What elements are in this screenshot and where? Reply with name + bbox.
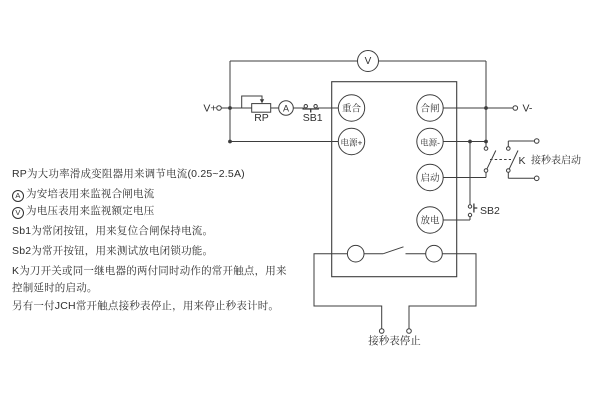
sb2-label: SB2: [480, 205, 500, 217]
port-start-label: 启动: [420, 172, 440, 184]
port-close-label: 合闸: [420, 103, 440, 115]
note-rp-text: RP为大功率滑成变阻器用来调节电流(0.25~2.5A): [12, 168, 245, 180]
ammeter: [279, 101, 294, 116]
k-switch: [484, 147, 581, 173]
note-sb1-text: Sb1为常闭按钮，用来复位合闸保持电流。: [12, 225, 214, 237]
k-label: K: [518, 154, 526, 167]
wires: [221, 61, 534, 329]
circled-v-icon: V: [12, 207, 24, 219]
v-plus-terminal: [217, 106, 222, 111]
stopwatch-start-terminal-top: [534, 139, 539, 144]
port-reclose-label: 重合: [341, 103, 362, 115]
note-k-line2-text: 控制延时的启动。: [12, 282, 98, 294]
port-discharge-label: 放电: [420, 215, 440, 227]
voltmeter: [358, 51, 379, 72]
port-reclose: [338, 95, 364, 121]
jch-blade: [383, 247, 403, 254]
note-ammeter-text: 为安培表用来监视合闸电流: [26, 188, 155, 200]
jch-contact: [347, 245, 442, 262]
relay-ports: [338, 95, 443, 233]
sb1-button: [303, 105, 323, 124]
terminals: [217, 103, 539, 334]
note-sb2-text: Sb2为常开按钮，用来测试放电闭锁功能。: [12, 245, 214, 257]
port-start: [417, 164, 443, 190]
v-plus-label: V+: [203, 102, 217, 115]
rheostat-label: RP: [254, 111, 269, 124]
rheostat-rp: [252, 99, 271, 124]
port-power-minus: [417, 128, 443, 154]
sb1-label: SB1: [302, 111, 323, 124]
voltmeter-label: V: [364, 56, 372, 68]
note-k-line1-text: K为刀开关或同一继电器的两付同时动作的常开触点，用来: [12, 265, 287, 277]
sb2-button: [468, 204, 500, 218]
stopwatch-stop-terminal-left: [379, 329, 384, 334]
stopwatch-stop-terminal-right: [407, 329, 412, 334]
jch-terminal-right: [426, 245, 443, 262]
rheostat-tap-arrow-icon: [260, 99, 264, 103]
circled-a-icon: A: [12, 190, 24, 202]
ammeter-label: A: [282, 103, 290, 114]
note-jch-text: 另有一付JCH常开触点接秒表停止，用来停止秒表计时。: [12, 300, 280, 312]
jch-terminal-left: [347, 245, 364, 262]
port-discharge: [417, 207, 443, 233]
port-close: [417, 95, 443, 121]
port-power-plus: [338, 128, 364, 154]
stopwatch-start-label: 接秒表启动: [531, 155, 581, 167]
v-minus-terminal: [513, 106, 518, 111]
stopwatch-start-terminal-bottom: [534, 176, 539, 181]
port-power-minus-label: 电源-: [420, 137, 440, 148]
v-minus-label: V-: [522, 102, 533, 115]
note-voltmeter-text: 为电压表用来监视额定电压: [26, 205, 155, 217]
port-power-plus-label: 电源+: [340, 137, 363, 148]
stopwatch-stop-label: 接秒表停止: [368, 335, 421, 347]
